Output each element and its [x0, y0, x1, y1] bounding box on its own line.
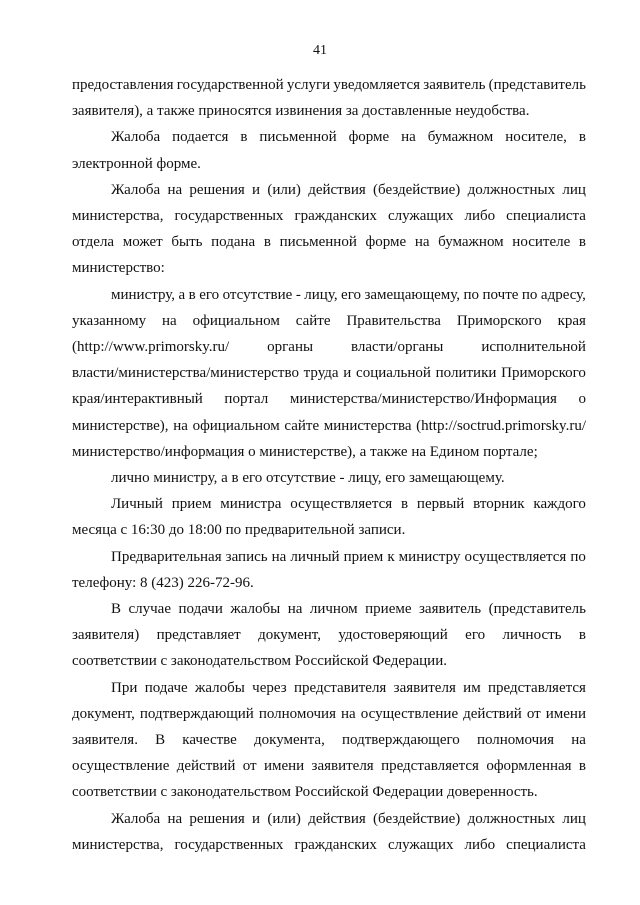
- word: личном: [309, 601, 358, 617]
- text-line: министерство/информация о министерстве), а также на Едином портале;: [72, 443, 538, 460]
- word: власти/министерства/министерство: [72, 365, 299, 382]
- word: им: [463, 679, 481, 696]
- word: полномочия: [476, 732, 555, 748]
- word: каждого: [533, 496, 586, 513]
- word: представляется: [381, 758, 479, 775]
- word: края/интерактивный: [72, 391, 203, 408]
- word: представляет: [156, 627, 241, 644]
- word: действий: [463, 705, 522, 722]
- word: в: [263, 234, 271, 251]
- word: может: [122, 234, 163, 251]
- word: на: [167, 181, 183, 198]
- word: уведомляется: [333, 77, 421, 93]
- word: государственных: [174, 836, 284, 853]
- text-line: [111, 494, 586, 514]
- word: услуги: [286, 77, 331, 93]
- word: от: [526, 705, 541, 722]
- word: и: [252, 810, 261, 827]
- word: в: [578, 758, 586, 775]
- word: осуществляется: [290, 496, 393, 513]
- word: В: [155, 732, 166, 748]
- word: запись: [225, 548, 268, 565]
- word: на: [341, 705, 356, 722]
- word: (http://soctrud.primorsky.ru/: [416, 417, 586, 434]
- word: вторник: [473, 496, 525, 513]
- word: замещающему,: [364, 286, 461, 303]
- text-line: [72, 75, 586, 95]
- text-line: [111, 180, 586, 200]
- text-line: заявителя), а также приносятся извинения за доставленные неудобства.: [72, 103, 530, 120]
- text-line: электронной форме.: [72, 155, 201, 172]
- word: заявителя): [72, 627, 140, 644]
- word: политики: [435, 365, 497, 382]
- word: первый: [416, 496, 465, 513]
- word: бумажном: [438, 234, 504, 251]
- word: Личный: [111, 496, 163, 513]
- word: в: [240, 129, 248, 146]
- text-line: [72, 416, 586, 436]
- word: заявителя: [393, 679, 456, 696]
- text-line: [111, 678, 586, 698]
- text-line: [72, 337, 586, 357]
- word: о: [578, 391, 586, 408]
- word: на: [271, 548, 287, 565]
- word: документ,: [72, 705, 135, 722]
- word: (представитель: [488, 601, 586, 617]
- word: официальном: [192, 417, 280, 434]
- word: носителе,: [505, 129, 567, 146]
- word: указанному: [72, 312, 147, 329]
- text-line: [72, 835, 586, 855]
- word: министерства/министерство/Информация: [289, 391, 557, 408]
- word: гражданских: [294, 836, 377, 853]
- word: заявитель: [423, 77, 486, 93]
- word: Жалоба: [111, 181, 161, 198]
- word: края: [557, 312, 586, 329]
- word: на: [162, 312, 177, 329]
- word: подается: [172, 129, 229, 146]
- text-line: лично министру, а в его отсутствие - лицу, его замещающему.: [111, 470, 505, 486]
- word: прием: [343, 548, 384, 565]
- word: полномочия: [258, 705, 336, 722]
- text-line: [72, 311, 586, 331]
- word: в: [578, 129, 586, 146]
- word: лицу,: [304, 286, 338, 303]
- word: форме: [365, 234, 407, 251]
- word: министерства,: [72, 836, 164, 853]
- word: случае: [128, 601, 172, 617]
- word: (бездействие): [373, 181, 461, 198]
- text-line: телефону: 8 (423) 226-72-96.: [72, 574, 254, 591]
- word: служащих: [387, 836, 454, 853]
- word: гражданских: [294, 208, 377, 224]
- word: письменной: [259, 129, 337, 146]
- word: министру,: [111, 286, 176, 303]
- word: либо: [464, 208, 496, 224]
- word: (представитель: [488, 77, 586, 93]
- word: служащих: [387, 208, 454, 224]
- text-line: [111, 127, 586, 147]
- word: заявителя: [311, 758, 374, 775]
- word: осуществление: [360, 705, 459, 722]
- word: министерства: [323, 417, 412, 434]
- word: в: [578, 627, 586, 644]
- word: носителе: [512, 234, 571, 251]
- word: на: [173, 417, 188, 434]
- text-line: [72, 389, 586, 409]
- word: отсутствие: [222, 286, 293, 303]
- word: должностных: [467, 810, 556, 827]
- word: бумажном: [427, 129, 494, 146]
- word: жалобы: [195, 679, 245, 696]
- word: -: [295, 286, 301, 303]
- text-line: соответствии с законодательством Российской Федерации.: [72, 653, 447, 670]
- word: на: [287, 601, 303, 617]
- word: министра: [220, 496, 282, 513]
- word: оформленная: [486, 758, 572, 775]
- word: приеме: [365, 601, 412, 617]
- word: в: [400, 496, 409, 513]
- word: на: [414, 234, 430, 251]
- word: к: [387, 548, 395, 565]
- word: предоставления: [72, 77, 174, 93]
- word: через: [252, 679, 287, 696]
- word: подачи: [178, 601, 223, 617]
- word: имени: [263, 758, 305, 775]
- word: его: [341, 286, 361, 303]
- word: действий: [176, 758, 236, 775]
- word: труда: [303, 365, 339, 382]
- word: социальной: [356, 365, 431, 382]
- page-number: 41: [313, 43, 327, 58]
- word: Жалоба: [111, 129, 161, 146]
- word: Приморского: [456, 312, 542, 329]
- word: министерстве),: [72, 417, 169, 434]
- word: официальном: [192, 312, 280, 329]
- word: отдела: [72, 234, 115, 251]
- word: решения: [189, 810, 245, 827]
- word: и: [252, 181, 261, 198]
- text-line: [72, 730, 586, 750]
- text-line: [72, 206, 586, 226]
- word: осуществление: [72, 758, 170, 775]
- word: подтверждающего: [342, 732, 460, 748]
- word: органы: [267, 339, 314, 355]
- word: быть: [171, 234, 203, 251]
- word: специалиста: [506, 836, 586, 853]
- word: осуществляется: [464, 548, 567, 565]
- word: прием: [171, 496, 212, 513]
- word: При: [111, 679, 138, 696]
- word: в: [578, 234, 586, 251]
- word: его: [199, 286, 220, 303]
- word: личный: [290, 548, 340, 565]
- text-line: [111, 599, 586, 619]
- word: на: [401, 129, 416, 146]
- word: форме: [348, 129, 390, 146]
- word: решения: [189, 181, 245, 198]
- word: подана: [211, 234, 256, 251]
- word: подтверждающий: [139, 705, 254, 722]
- word: и: [343, 365, 352, 382]
- word: лиц: [562, 181, 586, 198]
- text-line: [72, 625, 586, 645]
- word: по: [463, 286, 480, 303]
- word: жалобы: [230, 601, 281, 617]
- text-line: [72, 756, 586, 776]
- word: министерства,: [72, 208, 164, 224]
- word: документа,: [254, 732, 325, 748]
- word: портал: [224, 391, 269, 408]
- word: на: [167, 810, 183, 827]
- word: сайте: [295, 312, 331, 329]
- text-line: [111, 285, 586, 305]
- word: его: [465, 627, 486, 644]
- word: заявитель: [419, 601, 482, 617]
- text-line: месяца с 16:30 до 18:00 по предварительной записи.: [72, 522, 406, 539]
- word: (или): [267, 181, 301, 198]
- word: (бездействие): [373, 810, 461, 827]
- word: Приморского: [501, 365, 586, 382]
- word: государственной: [176, 77, 284, 93]
- text-line: [111, 547, 586, 567]
- text-line: соответствии с законодательством Российской Федерации доверенность.: [72, 784, 538, 801]
- word: власти/органы: [351, 339, 444, 355]
- word: качестве: [182, 732, 237, 748]
- word: (http://www.primorsky.ru/: [72, 339, 230, 355]
- word: а: [178, 286, 186, 303]
- word: либо: [464, 836, 496, 853]
- word: документ,: [258, 627, 321, 644]
- word: действия: [308, 810, 366, 827]
- word: Жалоба: [111, 810, 161, 827]
- word: в: [188, 286, 196, 303]
- word: действия: [308, 181, 366, 198]
- word: Предварительная: [111, 548, 222, 565]
- word: почте: [482, 286, 519, 303]
- text-line: [111, 809, 586, 829]
- word: представляется: [488, 679, 586, 696]
- word: должностных: [467, 181, 556, 198]
- word: письменной: [279, 234, 357, 251]
- word: Правительства: [346, 312, 441, 329]
- word: адресу,: [540, 286, 586, 303]
- word: удостоверяющий: [338, 627, 448, 644]
- text-line: министерство:: [72, 260, 165, 277]
- word: на: [571, 732, 586, 748]
- word: лиц: [562, 810, 586, 827]
- word: личность: [502, 627, 562, 644]
- word: исполнительной: [481, 339, 586, 355]
- word: по: [521, 286, 538, 303]
- word: представителя: [293, 679, 387, 696]
- word: имени: [545, 705, 586, 722]
- word: министру: [398, 548, 461, 565]
- word: В: [111, 601, 122, 617]
- text-line: [72, 363, 586, 383]
- text-line: [72, 232, 586, 252]
- text-line: [72, 704, 586, 724]
- word: от: [242, 758, 257, 775]
- word: по: [570, 548, 586, 565]
- word: (или): [267, 810, 301, 827]
- word: специалиста: [506, 208, 586, 224]
- word: подаче: [144, 679, 188, 696]
- word: сайте: [284, 417, 320, 434]
- word: государственных: [174, 208, 284, 224]
- word: заявителя.: [72, 732, 138, 748]
